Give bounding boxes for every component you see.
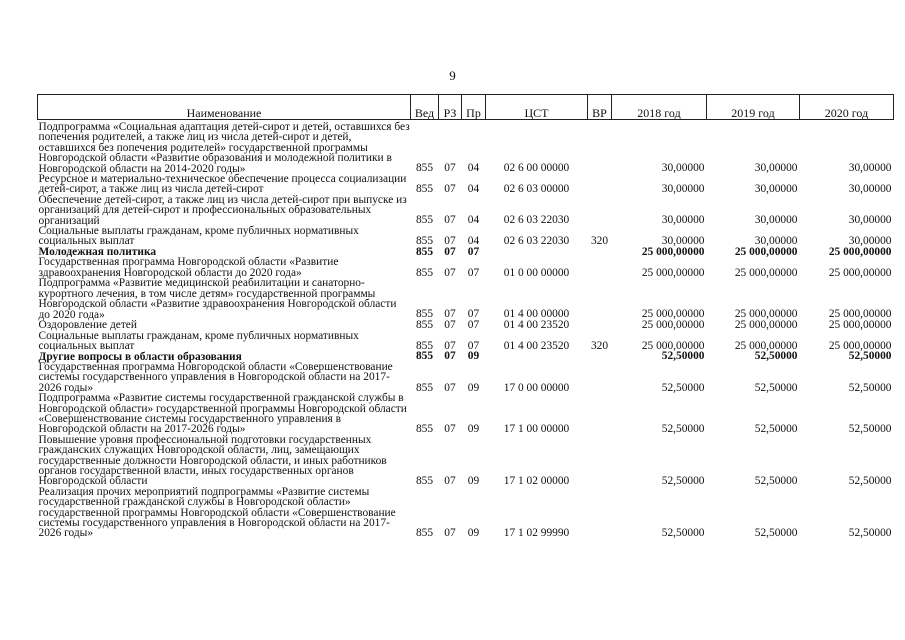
cell-2020: 25 000,00000 — [828, 266, 892, 279]
cell-name: Подпрограмма «Социальная адаптация детей-сирот и детей, оставшихся без попечения родителей, а также лиц из числа детей-сирот и детей, оставшихся без попечения родителей» государственной программы Новгородской области «Развитие образования и молодежной политики в Новгородской области на 2014-2020 годы» — [38, 121, 410, 175]
cell-name: Молодежная политика — [38, 246, 157, 259]
cell-vr — [588, 174, 612, 195]
cell-rz: 07 — [444, 162, 456, 175]
cell-rz: 07 — [444, 475, 456, 488]
table-row — [38, 278, 894, 320]
table-row — [38, 195, 894, 226]
cell-cst: 02 6 03 22030 — [503, 235, 570, 248]
cell-2018: 30,00000 — [661, 235, 705, 248]
cell-pr: 07 — [467, 308, 480, 321]
cell-ved: 855 — [415, 183, 434, 196]
cell-2018: 52,50000 — [661, 423, 705, 436]
cell-pr: 09 — [467, 527, 480, 540]
cell-vr: 320 — [590, 235, 609, 248]
cell-rz: 07 — [444, 381, 456, 394]
table-row — [38, 487, 894, 539]
cell-2020: 25 000,00000 — [828, 339, 892, 352]
cell-rz: 07 — [444, 245, 456, 258]
cell-2020: 30,00000 — [848, 235, 892, 248]
cell-name: Социальные выплаты гражданам, кроме публичных нормативных социальных выплат — [38, 329, 359, 352]
cell-name: Социальные выплаты гражданам, кроме публичных нормативных социальных выплат — [38, 225, 359, 248]
cell-2019: 52,50000 — [754, 381, 798, 394]
cell-2018: 52,50000 — [661, 527, 705, 540]
cell-ved: 855 — [415, 214, 434, 227]
cell-cst: 17 1 02 99990 — [503, 527, 570, 540]
cell-2019: 25 000,00000 — [734, 318, 798, 331]
budget-table — [37, 94, 894, 539]
header-rz: РЗ — [439, 95, 462, 120]
cell-pr: 04 — [467, 214, 480, 227]
cell-ved: 855 — [415, 235, 434, 248]
cell-2019: 30,00000 — [754, 235, 798, 248]
cell-pr: 07 — [467, 318, 480, 331]
cell-2020: 30,00000 — [848, 162, 892, 175]
header-2020: 2020 год — [800, 95, 894, 120]
table-row — [38, 393, 894, 435]
header-2018: 2018 год — [612, 95, 707, 120]
cell-cst: 02 6 00 00000 — [503, 162, 570, 175]
cell-vr — [588, 278, 612, 320]
cell-ved: 855 — [415, 475, 434, 488]
cell-rz: 07 — [444, 339, 456, 352]
cell-2019: 52,50000 — [754, 475, 798, 488]
cell-pr: 09 — [467, 475, 480, 488]
cell-ved: 855 — [415, 266, 434, 279]
cell-cst: 01 4 00 23520 — [503, 339, 570, 352]
cell-2020: 25 000,00000 — [828, 308, 892, 321]
cell-vr — [588, 195, 612, 226]
cell-2019: 25 000,00000 — [734, 266, 798, 279]
cell-cst — [486, 351, 588, 362]
cell-ved: 855 — [415, 423, 434, 436]
cell-pr: 09 — [467, 423, 480, 436]
cell-vr — [588, 257, 612, 278]
table-row — [38, 320, 894, 331]
cell-name: Государственная программа Новгородской области «Развитие здравоохранения Новгородской области до 2020 года» — [38, 256, 339, 279]
cell-cst: 17 1 00 00000 — [503, 423, 570, 436]
cell-rz: 07 — [444, 423, 456, 436]
cell-rz: 07 — [444, 183, 456, 196]
cell-vr — [588, 393, 612, 435]
header-row — [38, 95, 894, 120]
cell-vr — [588, 247, 612, 258]
cell-name: Подпрограмма «Развитие медицинской реабилитации и санаторно-курортного лечения, в том числе детям» государственной программы Новгородской области «Развитие здравоохранения Новгородской области до 2020 года» — [38, 277, 397, 321]
cell-2019: 30,00000 — [754, 214, 798, 227]
table-row — [38, 362, 894, 393]
cell-vr — [588, 351, 612, 362]
header-2019: 2019 год — [707, 95, 800, 120]
cell-2018: 52,50000 — [661, 475, 705, 488]
cell-2020: 30,00000 — [848, 214, 892, 227]
cell-ved: 855 — [415, 162, 434, 175]
cell-2020: 52,50000 — [848, 423, 892, 436]
cell-ved: 855 — [415, 308, 434, 321]
cell-2018: 52,50000 — [661, 350, 705, 363]
cell-2018: 25 000,00000 — [641, 339, 705, 352]
cell-2020: 25 000,00000 — [828, 318, 892, 331]
cell-2020: 25 000,00000 — [828, 245, 892, 258]
cell-rz: 07 — [444, 214, 456, 227]
cell-2018: 25 000,00000 — [641, 308, 705, 321]
cell-2018: 25 000,00000 — [641, 318, 705, 331]
cell-pr: 09 — [467, 350, 480, 363]
cell-2019: 52,50000 — [754, 350, 798, 363]
cell-ved: 855 — [415, 527, 434, 540]
cell-2020: 30,00000 — [848, 183, 892, 196]
cell-cst: 02 6 03 22030 — [503, 214, 570, 227]
table-row — [38, 257, 894, 278]
cell-name: Реализация прочих мероприятий подпрограммы «Развитие системы государственной гражданской службы в Новгородской области» государственной программы Новгородской области «Совершенствование системы государственного управления в Новгородской области на 2017-2026 годы» — [38, 485, 396, 540]
cell-vr — [588, 487, 612, 539]
cell-name: Повышение уровня профессиональной подготовки государственных гражданских служащих Новгородской области, лиц, замещающих государственные должности Новгородской области, и иных работников органов государственной власти, иных государственных органов Новгородской области — [38, 433, 387, 488]
cell-pr: 07 — [467, 339, 480, 352]
table-body — [38, 120, 894, 539]
cell-2019: 30,00000 — [754, 183, 798, 196]
cell-rz: 07 — [444, 235, 456, 248]
cell-vr: 320 — [590, 339, 609, 352]
header-cst: ЦСТ — [486, 95, 588, 120]
table-row — [38, 435, 894, 487]
cell-ved: 855 — [415, 318, 434, 331]
header-vr: ВР — [588, 95, 612, 120]
cell-2018: 30,00000 — [661, 214, 705, 227]
cell-name: Ресурсное и материально-техническое обеспечение процесса социализации детей-сирот, а также лиц из числа детей-сирот — [38, 173, 407, 196]
cell-name: Государственная программа Новгородской области «Совершенствование системы государственного управления в Новгородской области на 2017-2026 годы» — [38, 360, 393, 394]
cell-pr: 04 — [467, 162, 480, 175]
cell-cst: 17 0 00 00000 — [503, 381, 570, 394]
cell-rz: 07 — [444, 308, 456, 321]
cell-2019: 25 000,00000 — [734, 308, 798, 321]
cell-2019: 52,50000 — [754, 527, 798, 540]
cell-2018: 52,50000 — [661, 381, 705, 394]
cell-pr: 09 — [467, 381, 480, 394]
cell-cst — [486, 247, 588, 258]
page-number: 9 — [449, 68, 456, 83]
table-row — [38, 174, 894, 195]
cell-name: Другие вопросы в области образования — [38, 350, 242, 363]
cell-ved: 855 — [415, 245, 434, 258]
cell-2018: 30,00000 — [661, 162, 705, 175]
cell-rz: 07 — [444, 318, 456, 331]
cell-vr — [588, 362, 612, 393]
cell-2018: 25 000,00000 — [641, 245, 705, 258]
cell-ved: 855 — [415, 381, 434, 394]
table-row — [38, 226, 894, 247]
cell-vr — [588, 320, 612, 331]
cell-2020: 52,50000 — [848, 381, 892, 394]
cell-cst: 01 4 00 00000 — [503, 308, 570, 321]
cell-rz: 07 — [444, 527, 456, 540]
cell-pr: 04 — [467, 235, 480, 248]
cell-2018: 25 000,00000 — [641, 266, 705, 279]
cell-cst: 01 4 00 23520 — [503, 318, 570, 331]
cell-vr — [588, 435, 612, 487]
cell-rz: 07 — [444, 266, 456, 279]
cell-2019: 25 000,00000 — [734, 339, 798, 352]
cell-2019: 25 000,00000 — [734, 245, 798, 258]
cell-cst: 01 0 00 00000 — [503, 266, 570, 279]
cell-pr: 07 — [467, 266, 480, 279]
cell-name: Обеспечение детей-сирот, а также лиц из числа детей-сирот при выпуске из организаций для детей-сирот и профессиональных образовательных организаций — [38, 193, 407, 227]
cell-name: Оздоровление детей — [38, 319, 137, 332]
cell-2019: 30,00000 — [754, 162, 798, 175]
cell-2019: 52,50000 — [754, 423, 798, 436]
cell-2020: 52,50000 — [848, 350, 892, 363]
cell-vr — [588, 120, 612, 175]
header-pr: Пр — [462, 95, 486, 120]
table-row — [38, 331, 894, 352]
cell-name: Подпрограмма «Развитие системы государственной гражданской службы в Новгородской области» государственной программы Новгородской области «Совершенствование системы государственного управления в Новгородской области на 2017-2026 годы» — [38, 392, 407, 436]
cell-pr: 07 — [467, 245, 480, 258]
header-ved: Вед — [411, 95, 439, 120]
cell-2020: 52,50000 — [848, 475, 892, 488]
cell-rz: 07 — [444, 350, 456, 363]
cell-2020: 52,50000 — [848, 527, 892, 540]
table-header — [38, 95, 894, 120]
cell-cst: 17 1 02 00000 — [503, 475, 570, 488]
cell-ved: 855 — [415, 350, 434, 363]
cell-pr: 04 — [467, 183, 480, 196]
cell-cst: 02 6 03 00000 — [503, 183, 570, 196]
cell-ved: 855 — [415, 339, 434, 352]
table-row — [38, 120, 894, 175]
header-name: Наименование — [38, 95, 411, 120]
cell-2018: 30,00000 — [661, 183, 705, 196]
